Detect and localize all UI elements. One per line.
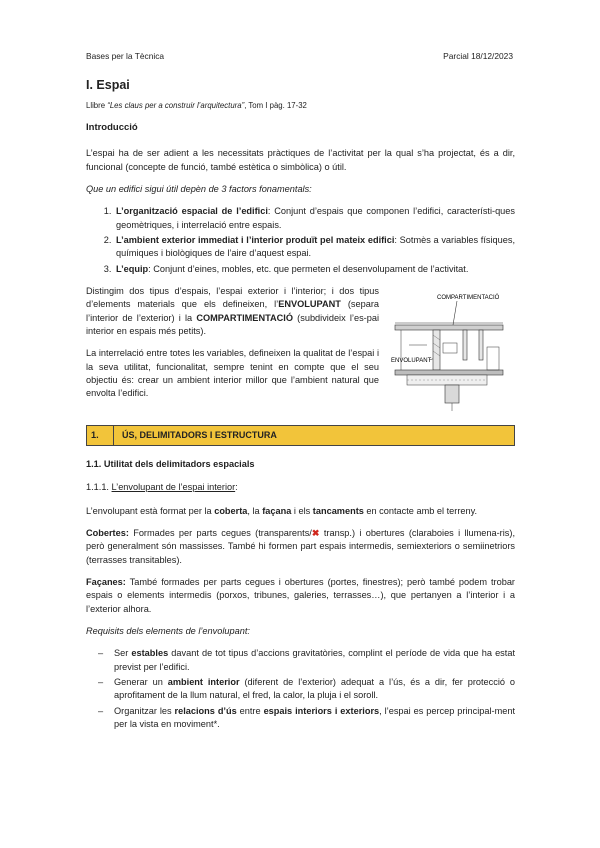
intro-heading: Introducció (86, 122, 138, 134)
section-drawing (387, 285, 515, 415)
list-item: – Organitzar les relacions d’ús entre espais interiors i exteriors, l’espai es percep principal-ment per la vista en moviment*. (114, 705, 515, 732)
list-item: – Ser estables davant de tot tipus d’accions gravitatòries, complint el període de vida que ha estat previst per l’edifici. (114, 647, 515, 674)
section-title: ÚS, DELIMITADORS I ESTRUCTURA (122, 429, 277, 440)
book-reference: Llibre “Les claus per a construir l’arquitectura”, Tom I pàg. 17-32 (86, 101, 307, 111)
interrelation-paragraph: La interrelació entre totes les variables, defineixen la qualitat de l’espai i la seva utilitat, funcionalitat, sempre tenint en compte que el seu objectiu és: crear un ambient interior millor que l’ambient natural que envolta l’edifici. (86, 348, 379, 399)
requisits-list (86, 647, 515, 731)
subsubsection-heading: 1.1.1. L’envolupant de l’espai interior: (86, 482, 238, 493)
header-exam-date: Parcial 18/12/2023 (443, 51, 513, 61)
envelope-paragraph: L’envolupant està format per la coberta, la façana i els tancaments en contacte amb el terreny. (86, 505, 478, 516)
compartimentacio-label: COMPARTIMENTACIÓ (437, 294, 500, 301)
list-item: – Generar un ambient interior (diferent de l’exterior) adequat a l’ús, és a dir, fer protecció o aprofitament de la llum natural, el fred, la calor, la pluja i el soroll. (114, 676, 515, 703)
list-item: 1. L’organització espacial de l’edifici: Conjunt d’espais que componen l’edifici, característi-ques geomètriques, i interrelació entre espais. (114, 205, 515, 232)
intro-paragraph: L’espai ha de ser adient a les necessitats pràctiques de l’activitat per la qual s’ha projectat, és a dir, funcional (concepte de funció, també estètica o simbòlica) o útil. (86, 148, 515, 172)
factors-lead: Que un edifici sigui útil depèn de 3 factors fonamentals: (86, 183, 312, 194)
section-number: 1. (87, 426, 114, 445)
facanes-paragraph: Façanes: També formades per parts cegues i obertures (portes, finestres); però també podem trobar espais o elements intermedis (porxos, tribunes, galeries, terrasses…), que pertanyen a l’interior i a l’exterior alhora. (86, 577, 515, 614)
header-course: Bases per la Tècnica (86, 51, 165, 61)
cross-icon: ✖ (311, 527, 320, 538)
spaces-block (86, 285, 515, 415)
envolupant-label: ENVOLUPANT (391, 357, 432, 364)
document-body (86, 76, 515, 733)
requisits-lead: Requisits dels elements de l’envolupant: (86, 626, 250, 637)
cobertes-paragraph: Cobertes: Formades per parts cegues (transparents/✖ transp.) i obertures (claraboies i llumena-ris), però generalment són massisses. També hi formen part espais intermedis, semiexteriors o semiinetriors (terrasses transitables). (86, 527, 515, 565)
factors-list (86, 205, 515, 276)
subsection-heading: 1.1. Utilitat dels delimitadors espacials (86, 458, 255, 469)
list-item: 3. L’equip: Conjunt d’eines, mobles, etc. que permeten el desenvolupament de l’activitat. (114, 263, 515, 276)
spaces-paragraph: Distingim dos tipus d’espais, l’espai exterior i l’interior; i dos tipus d’elements materials que els defineixen, l’ENVOLUPANT (separa l’interior de l’exterior) i la COMPARTIMENTACIÓ (subdivideix l’es-pai interior en espais més petits). (86, 285, 379, 336)
chapter-title: I. Espai (86, 78, 130, 92)
section-heading-bar (86, 425, 515, 446)
building-section-diagram (387, 285, 515, 415)
list-item: 2. L’ambient exterior immediat i l’interior produït pel mateix edifici: Sotmès a variables físiques, químiques i biològiques de l’aire d’aquest espai. (114, 234, 515, 261)
